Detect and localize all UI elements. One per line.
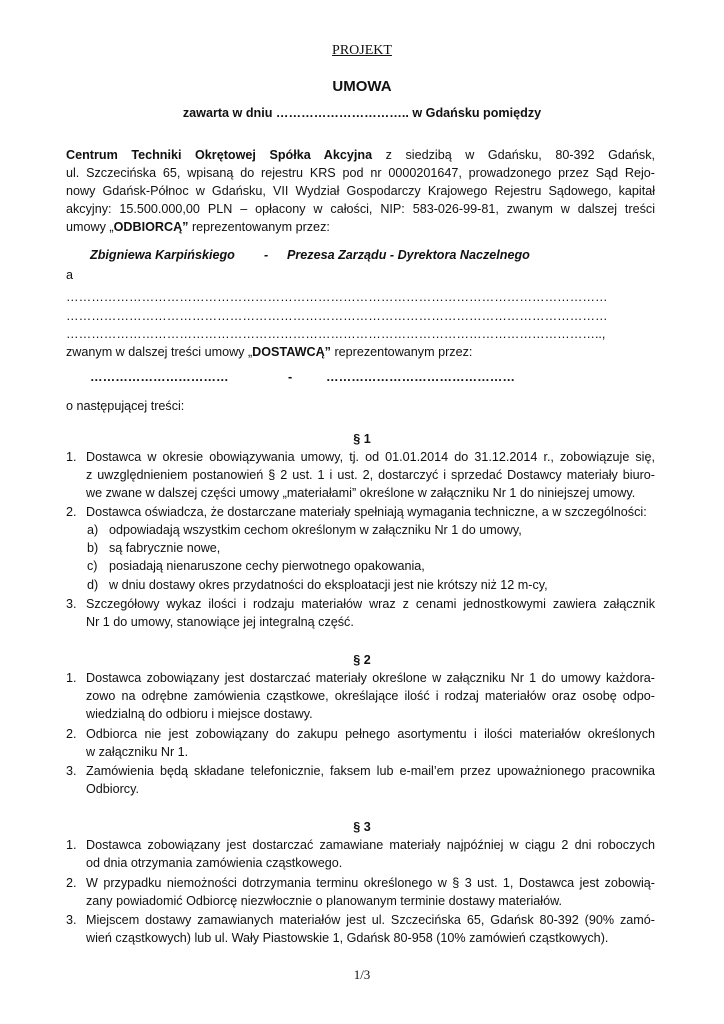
recipient-role: ODBIORCĄ” [113,220,189,234]
recipient-representative-dash: - [264,248,269,262]
recipient-line-3: nowy Gdańsk-Północ w Gdańsku, VII Wydział Gospodarczy Krajowego Rejestru Sądowego, kapitał [66,184,655,198]
supplier-representative-dash: - [288,370,293,384]
section-1-subitem-c: c) posiadają nienaruszone cechy pierwotnego opakowania, [87,559,425,573]
supplier-blank-line-2: ………………………………………………………………………………………………………………… [66,309,608,323]
recipient-line-4: akcyjny: 15.500.000,00 PLN – opłacony w całości, NIP: 583-026-99-81, zwanym w dalszej treści [66,202,655,216]
section-1-subitem-d: d) w dniu dostawy okres przydatności do eksploatacji jest nie krótszy niż 12 m-cy, [87,578,548,592]
supplier-representative-title-blank: ……………………………………… [326,370,515,384]
recipient-name: Centrum Techniki Okrętowej Spółka Akcyjna [66,148,373,162]
section-3-item-3: 3. Miejscem dostawy zamawianych materiałów jest ul. Szczecińska 65, Gdańsk 80-392 (90% zamó- wień cząstkowych) lub ul. Wały Piastowskie 1, Gdańsk 80-958 (10% zamówień cząstkowych). [66,913,655,945]
draft-label: PROJEKT [332,43,392,58]
section-2-title: § 2 [353,653,371,667]
section-1-subitem-b: b) są fabrycznie nowe, [87,541,221,555]
section-3-item-1: 1. Dostawca zobowiązany jest dostarczać zamawiane materiały najpóźniej w ciągu 2 dni roboczych od dnia otrzymania zamówienia cząstkowego. [66,838,655,870]
intro-text: o następującej treści: [66,399,185,413]
recipient-representative-name: Zbigniewa Karpińskiego [90,248,235,262]
supplier-blank-line-3: ……………………………………………………………………………………………………………….., [66,327,606,341]
section-3-title: § 3 [353,820,371,834]
recipient-line-5: umowy „ODBIORCĄ” reprezentowanym przez: [66,220,330,234]
supplier-blank-line-1: ………………………………………………………………………………………………………………… [66,290,608,304]
section-1-item-3: 3. Szczegółowy wykaz ilości i rodzaju materiałów wraz z cenami jednostkowymi zawiera załącznik Nr 1 do umowy, stanowiące jej integralną część. [66,597,655,629]
document-subtitle: zawarta w dniu ………………………….. w Gdańsku pomiędzy [182,106,542,120]
recipient-line-1: Centrum Techniki Okrętowej Spółka Akcyjna z siedzibą w Gdańsku, 80-392 Gdańsk, [66,148,655,162]
supplier-line: zwanym w dalszej treści umowy „DOSTAWCĄ” reprezentowanym przez: [66,345,473,359]
section-1-item-2: 2. Dostawca oświadcza, że dostarczane materiały spełniają wymagania techniczne, a w szczególności: [66,505,647,519]
conjunction: a [66,268,74,282]
page-number: 1/3 [353,967,371,982]
section-2-item-3: 3. Zamówienia będą składane telefonicznie, faksem lub e-mail’em przez upoważnionego pracownika Odbiorcy. [66,764,655,796]
section-2-item-2: 2. Odbiorca nie jest zobowiązany do zakupu pełnego asortymentu i ilości materiałów określonych w załączniku Nr 1. [66,727,655,759]
section-2-item-1: 1. Dostawca zobowiązany jest dostarczać materiały określone w załączniku Nr 1 do umowy każdora- zowo na odrębne zamówienia cząstkowe, określające ilość i rodzaj materiałów oraz osobę odpo- wiedzialną do odbioru i miejsce dostawy. [66,671,655,721]
supplier-role: DOSTAWCĄ” [252,345,331,359]
section-3-item-2: 2. W przypadku niemożności dotrzymania terminu określonego w § 3 ust. 1, Dostawca jest zobowią- zany powiadomić Odbiorcę niezwłocznie o planowanym terminie dostawy materiałów. [66,876,655,908]
section-1-item-1: 1. Dostawca w okresie obowiązywania umowy, tj. od 01.01.2014 do 31.12.2014 r., zobowiązuje się, z uwzględnieniem postanowień § 2 ust. 1 i ust. 2, dostarczyć i sprzedać Dostawcy materiały biuro- we zwane w dalszej części umowy „materiałami” określone w załączniku Nr 1 do niniejszej umowy. [66,450,655,500]
recipient-line-2: ul. Szczecińska 65, wpisaną do rejestru KRS pod nr 0000201647, prowadzonego przez Sąd Rejo- [66,166,655,180]
document-title: UMOWA [332,78,392,95]
section-1-title: § 1 [353,432,371,446]
section-1-subitem-a: a) odpowiadają wszystkim cechom określonym w załączniku Nr 1 do umowy, [87,523,522,537]
supplier-representative-name-blank: …………………………… [90,370,229,384]
recipient-representative-title: Prezesa Zarządu - Dyrektora Naczelnego [287,248,530,262]
